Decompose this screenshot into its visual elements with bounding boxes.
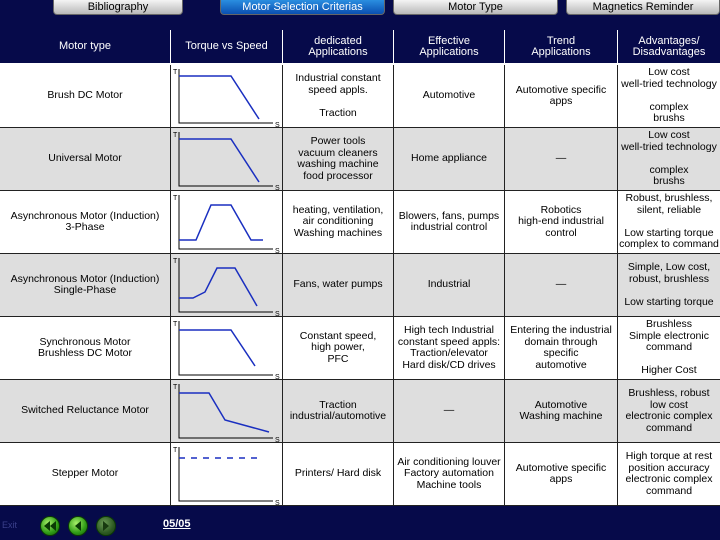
y-axis-label: T	[173, 69, 178, 76]
cell-effective-applications	[393, 317, 504, 379]
torque-speed-graph	[171, 443, 282, 505]
graph-axes	[179, 321, 273, 375]
cell-effective-applications	[393, 65, 504, 127]
cell-effective-applications	[393, 254, 504, 316]
cell-motor-type	[0, 65, 170, 127]
cell-motor-type	[0, 128, 170, 190]
table-row	[0, 443, 720, 506]
table-row	[0, 128, 720, 191]
cell-motor-type-text: Stepper Motor	[51, 467, 119, 480]
cell-dedicated-applications	[282, 254, 393, 316]
cell-effective-applications-text: Automotive	[422, 89, 476, 102]
next-icon	[101, 521, 111, 531]
cell-motor-type-text: Brush DC Motor	[47, 89, 123, 102]
cell-effective-applications-text: Home appliance	[411, 152, 487, 165]
cell-motor-type	[0, 380, 170, 442]
cell-dedicated-applications	[282, 65, 393, 127]
cell-dedicated-applications	[282, 317, 393, 379]
torque-speed-graph	[171, 380, 282, 442]
cell-trend-applications	[504, 380, 617, 442]
torque-curve	[179, 268, 257, 306]
torque-speed-graph	[171, 128, 282, 190]
torque-curve	[179, 139, 259, 182]
table-row	[0, 191, 720, 254]
cell-torque-speed-graph	[170, 128, 282, 190]
cell-trend-applications	[504, 443, 617, 505]
cell-dedicated-applications-text: heating, ventilation, air conditioning Washing machines	[292, 203, 384, 239]
graph-axes	[179, 195, 273, 249]
cell-motor-type-text: Asynchronous Motor (Induction) Single-Phase	[10, 272, 160, 296]
cell-dedicated-applications-text: Traction industrial/automotive	[289, 398, 387, 422]
rewind-icon	[44, 521, 56, 531]
cell-effective-applications	[393, 443, 504, 505]
cell-dedicated-applications	[282, 191, 393, 253]
torque-curve	[179, 330, 255, 366]
cell-trend-applications	[504, 65, 617, 127]
y-axis-label: T	[173, 258, 178, 265]
header-torque-vs-speed: Torque vs Speed	[170, 30, 282, 63]
cell-effective-applications-text: High tech Industrial constant speed appls: Traction/elevator Hard disk/CD drives	[397, 324, 501, 371]
cell-effective-applications	[393, 191, 504, 253]
cell-effective-applications-text: Blowers, fans, pumps industrial control	[398, 209, 500, 233]
x-axis-label: S	[275, 122, 280, 128]
footer-bar	[0, 510, 720, 540]
table-header	[0, 30, 720, 65]
cell-advantages-disadvantages-text: Brushless, robust low cost electronic complex command	[625, 387, 713, 434]
cell-trend-applications-text: Automotive Washing machine	[519, 398, 603, 422]
cell-trend-applications	[504, 317, 617, 379]
torque-speed-graph	[171, 65, 282, 127]
torque-curve	[179, 76, 259, 119]
cell-trend-applications-text: —	[555, 278, 567, 291]
cell-effective-applications	[393, 128, 504, 190]
cell-trend-applications	[504, 191, 617, 253]
graph-axes	[179, 132, 273, 186]
tab-motor-selection-criterias[interactable]: Motor Selection Criterias	[220, 0, 385, 15]
cell-dedicated-applications	[282, 380, 393, 442]
y-axis-label: T	[173, 447, 178, 454]
cell-torque-speed-graph	[170, 65, 282, 127]
y-axis-label: T	[173, 321, 178, 328]
cell-effective-applications-text: Industrial	[427, 278, 471, 291]
table-row	[0, 317, 720, 380]
cell-advantages-disadvantages	[617, 443, 720, 505]
cell-advantages-disadvantages-text: Simple, Low cost, robust, brushless Low starting torque	[624, 261, 714, 308]
cell-torque-speed-graph	[170, 317, 282, 379]
next-page-button[interactable]	[96, 516, 116, 536]
table-row	[0, 380, 720, 443]
graph-axes	[179, 447, 273, 501]
cell-effective-applications-text: Air conditioning louver Factory automation Machine tools	[397, 455, 501, 491]
cell-torque-speed-graph	[170, 443, 282, 505]
previous-page-button[interactable]	[68, 516, 88, 536]
cell-motor-type-text: Synchronous Motor Brushless DC Motor	[38, 335, 132, 359]
cell-advantages-disadvantages	[617, 380, 720, 442]
table-row	[0, 65, 720, 128]
torque-curve	[179, 393, 269, 432]
cell-trend-applications-text: —	[555, 152, 567, 165]
cell-trend-applications	[504, 254, 617, 316]
first-page-button[interactable]	[40, 516, 60, 536]
cell-effective-applications-text: —	[443, 404, 455, 417]
cell-trend-applications-text: Automotive specific apps	[515, 461, 607, 485]
cell-motor-type	[0, 443, 170, 505]
cell-dedicated-applications-text: Printers/ Hard disk	[294, 467, 382, 480]
cell-motor-type	[0, 191, 170, 253]
x-axis-label: S	[275, 374, 280, 380]
motor-table	[0, 65, 720, 510]
tab-bar	[0, 0, 720, 22]
cell-advantages-disadvantages-text: Low cost well-tried technology complex brushs	[621, 129, 717, 188]
header-dedicated-applications: dedicated Applications	[282, 30, 393, 63]
cell-dedicated-applications-text: Industrial constant speed appls. Traction	[295, 72, 381, 119]
exit-label[interactable]: Exit	[2, 520, 18, 530]
cell-motor-type	[0, 254, 170, 316]
cell-motor-type-text: Universal Motor	[48, 152, 122, 165]
cell-dedicated-applications-text: Constant speed, high power, PFC	[299, 329, 377, 365]
x-axis-label: S	[275, 248, 280, 254]
cell-trend-applications-text: Automotive specific apps	[515, 83, 607, 107]
cell-dedicated-applications-text: Fans, water pumps	[293, 278, 383, 291]
header-motor-type: Motor type	[59, 40, 111, 52]
cell-motor-type-text: Asynchronous Motor (Induction) 3-Phase	[10, 209, 160, 233]
y-axis-label: T	[173, 132, 178, 139]
table-row	[0, 254, 720, 317]
cell-advantages-disadvantages-text: Low cost well-tried technology complex brushs	[621, 66, 717, 125]
torque-speed-graph	[171, 191, 282, 253]
cell-dedicated-applications-text: Power tools vacuum cleaners washing machine food processor	[297, 135, 379, 182]
torque-curve	[179, 205, 263, 240]
cell-trend-applications	[504, 128, 617, 190]
x-axis-label: S	[275, 185, 280, 191]
cell-advantages-disadvantages	[617, 65, 720, 127]
y-axis-label: T	[173, 384, 178, 391]
cell-advantages-disadvantages	[617, 254, 720, 316]
tab-motor-type[interactable]: Motor Type	[393, 0, 558, 15]
cell-trend-applications-text: Entering the industrial domain through specific automotive	[510, 324, 612, 371]
cell-advantages-disadvantages-text: Robust, brushless, silent, reliable Low starting torque complex to command	[619, 192, 719, 251]
y-axis-label: T	[173, 195, 178, 202]
page-indicator: 05/05	[163, 518, 191, 530]
cell-torque-speed-graph	[170, 254, 282, 316]
graph-axes	[179, 258, 273, 312]
graph-axes	[179, 69, 273, 123]
cell-advantages-disadvantages	[617, 128, 720, 190]
header-trend-applications: Trend Applications	[504, 30, 617, 63]
header-effective-applications: Effective Applications	[393, 30, 504, 63]
torque-speed-graph	[171, 254, 282, 316]
cell-advantages-disadvantages-text: Brushless Simple electronic command Higher Cost	[629, 318, 709, 377]
cell-torque-speed-graph	[170, 191, 282, 253]
cell-advantages-disadvantages	[617, 317, 720, 379]
cell-motor-type	[0, 317, 170, 379]
cell-advantages-disadvantages-text: High torque at rest position accuracy electronic complex command	[625, 450, 713, 497]
cell-trend-applications-text: Robotics high-end industrial control	[518, 203, 604, 239]
cell-motor-type-text: Switched Reluctance Motor	[21, 404, 149, 417]
cell-dedicated-applications	[282, 128, 393, 190]
cell-dedicated-applications	[282, 443, 393, 505]
previous-icon	[73, 521, 83, 531]
x-axis-label: S	[275, 437, 280, 443]
x-axis-label: S	[275, 311, 280, 317]
tab-bibliography[interactable]: Bibliography	[53, 0, 183, 15]
cell-effective-applications	[393, 380, 504, 442]
header-advantages-disadvantages: Advantages/ Disadvantages	[617, 30, 720, 63]
tab-magnetics-reminder[interactable]: Magnetics Reminder	[566, 0, 720, 15]
torque-speed-graph	[171, 317, 282, 379]
cell-advantages-disadvantages	[617, 191, 720, 253]
cell-torque-speed-graph	[170, 380, 282, 442]
x-axis-label: S	[275, 500, 280, 506]
